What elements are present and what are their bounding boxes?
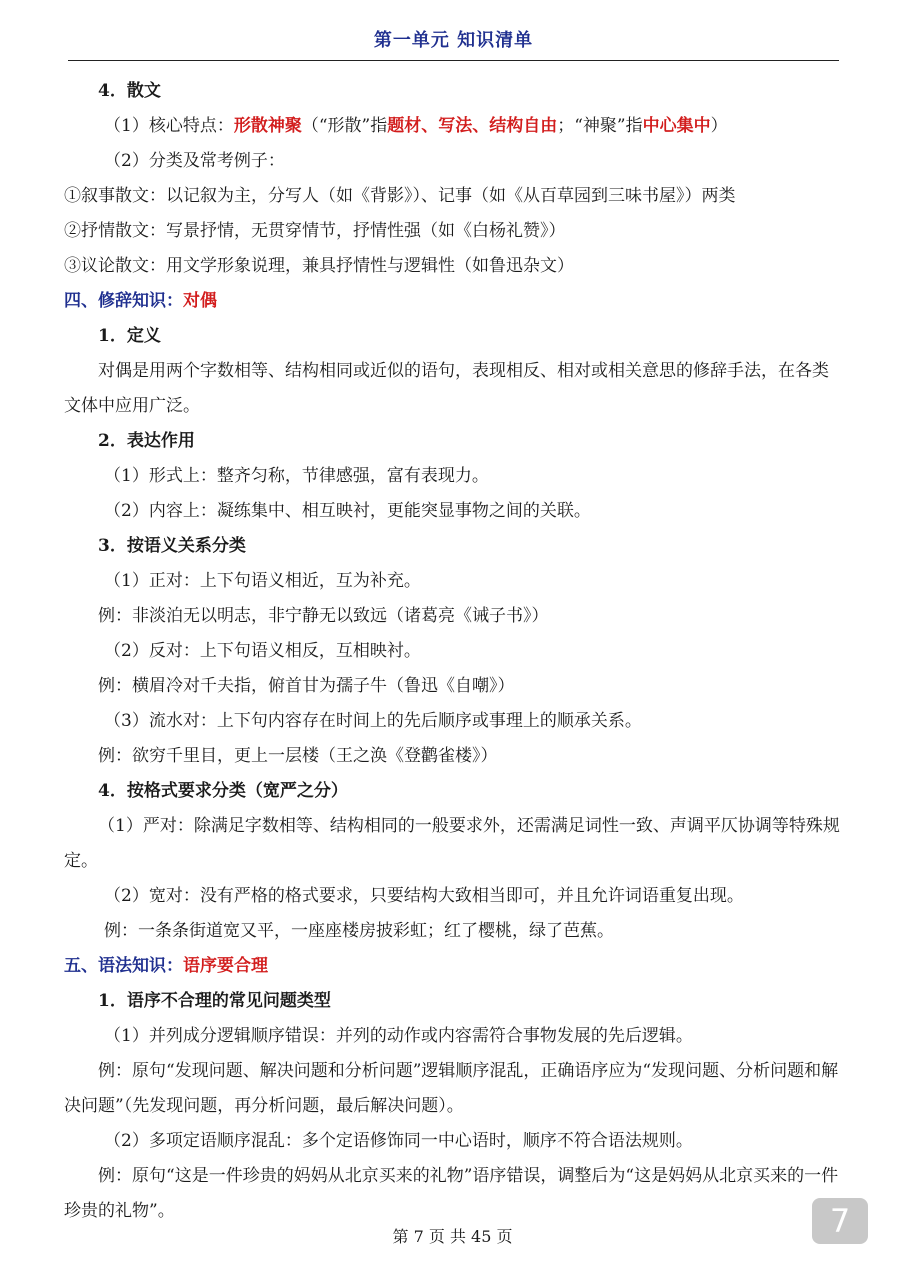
format-strict: （1）严对：除满足字数相等、结构相同的一般要求外，还需满足词性一致、声调平仄协调等特殊规定。: [64, 816, 840, 871]
essay-heading: 4．散文: [98, 81, 161, 101]
document-body: [64, 74, 843, 1229]
core-end: ）: [710, 116, 728, 136]
format-heading: 4．按格式要求分类（宽严之分）: [98, 781, 348, 801]
section5-title: 五、语法知识：: [64, 956, 183, 976]
core-term: 形散神聚: [233, 116, 302, 136]
problem-heading: 1．语序不合理的常见问题类型: [98, 991, 331, 1011]
meaning-zhengdui: （1）正对：上下句语义相近，互为补充。: [104, 571, 421, 591]
definition-heading: 1．定义: [98, 326, 161, 346]
format-loose-example: 例：一条条街道宽又平，一座座楼房披彩虹；红了樱桃，绿了芭蕉。: [104, 921, 614, 941]
section5-topic: 语序要合理: [183, 956, 268, 976]
problem-parallel: （1）并列成分逻辑顺序错误：并列的动作或内容需符合事物发展的先后逻辑。: [104, 1026, 693, 1046]
page-number-badge: 7: [812, 1198, 868, 1244]
meaning-liushuidui-example: 例：欲穷千里目，更上一层楼（王之涣《登鹳雀楼》）: [98, 746, 498, 766]
meaning-liushuidui: （3）流水对：上下句内容存在时间上的先后顺序或事理上的顺承关系。: [104, 711, 642, 731]
core-red2: 中心集中: [642, 116, 711, 136]
section5-heading: [64, 949, 843, 984]
essay-type-lyric: ②抒情散文：写景抒情，无贯穿情节，抒情性强（如《白杨礼赞》）: [64, 221, 566, 241]
format-loose: （2）宽对：没有严格的格式要求，只要结构大致相当即可，并且允许词语重复出现。: [104, 886, 744, 906]
section4-heading: [64, 284, 843, 319]
meaning-fandui: （2）反对：上下句语义相反，互相映衬。: [104, 641, 421, 661]
essay-core-features: [64, 109, 843, 144]
effect-content: （2）内容上：凝练集中、相互映衬，更能突显事物之间的关联。: [104, 501, 591, 521]
effect-heading: 2．表达作用: [98, 431, 195, 451]
definition-text: 对偶是用两个字数相等、结构相同或近似的语句，表现相反、相对或相关意思的修辞手法，在各类文体中应用广泛。: [64, 361, 829, 416]
problem-attributive: （2）多项定语顺序混乱：多个定语修饰同一中心语时，顺序不符合语法规则。: [104, 1131, 693, 1151]
section4-topic: 对偶: [183, 291, 217, 311]
section4-title: 四、修辞知识：: [64, 291, 183, 311]
essay-category-intro: （2）分类及常考例子：: [104, 151, 285, 171]
meaning-heading: 3．按语义关系分类: [98, 536, 246, 556]
header-title: 第一单元 知识清单: [373, 30, 534, 51]
core-mid1: （“形散”指: [301, 116, 388, 136]
core-mid2: ；“神聚”指: [557, 116, 643, 136]
page-header: [68, 20, 839, 61]
essay-type-narrative: ①叙事散文：以记叙为主，分写人（如《背影》）、记事（如《从百草园到三味书屋》）两类: [64, 186, 736, 206]
core-red1: 题材、写法、结构自由: [387, 116, 558, 136]
effect-form: （1）形式上：整齐匀称，节律感强，富有表现力。: [104, 466, 489, 486]
meaning-zhengdui-example: 例：非淡泊无以明志，非宁静无以致远（诸葛亮《诫子书》）: [98, 606, 549, 626]
page-footer: 第 7 页 共 45 页: [392, 1227, 513, 1246]
core-prefix: （1）核心特点：: [104, 116, 234, 136]
problem-parallel-example: 例：原句“发现问题、解决问题和分析问题”逻辑顺序混乱，正确语序应为“发现问题、分析问题和解决问题”（先发现问题，再分析问题，最后解决问题）。: [64, 1061, 839, 1116]
meaning-fandui-example: 例：横眉冷对千夫指，俯首甘为孺子牛（鲁迅《自嘲》）: [98, 676, 515, 696]
problem-attributive-example: 例：原句“这是一件珍贵的妈妈从北京买来的礼物”语序错误，调整后为“这是妈妈从北京买来的一件珍贵的礼物”。: [64, 1166, 839, 1221]
essay-type-argument: ③议论散文：用文学形象说理，兼具抒情性与逻辑性（如鲁迅杂文）: [64, 256, 574, 276]
